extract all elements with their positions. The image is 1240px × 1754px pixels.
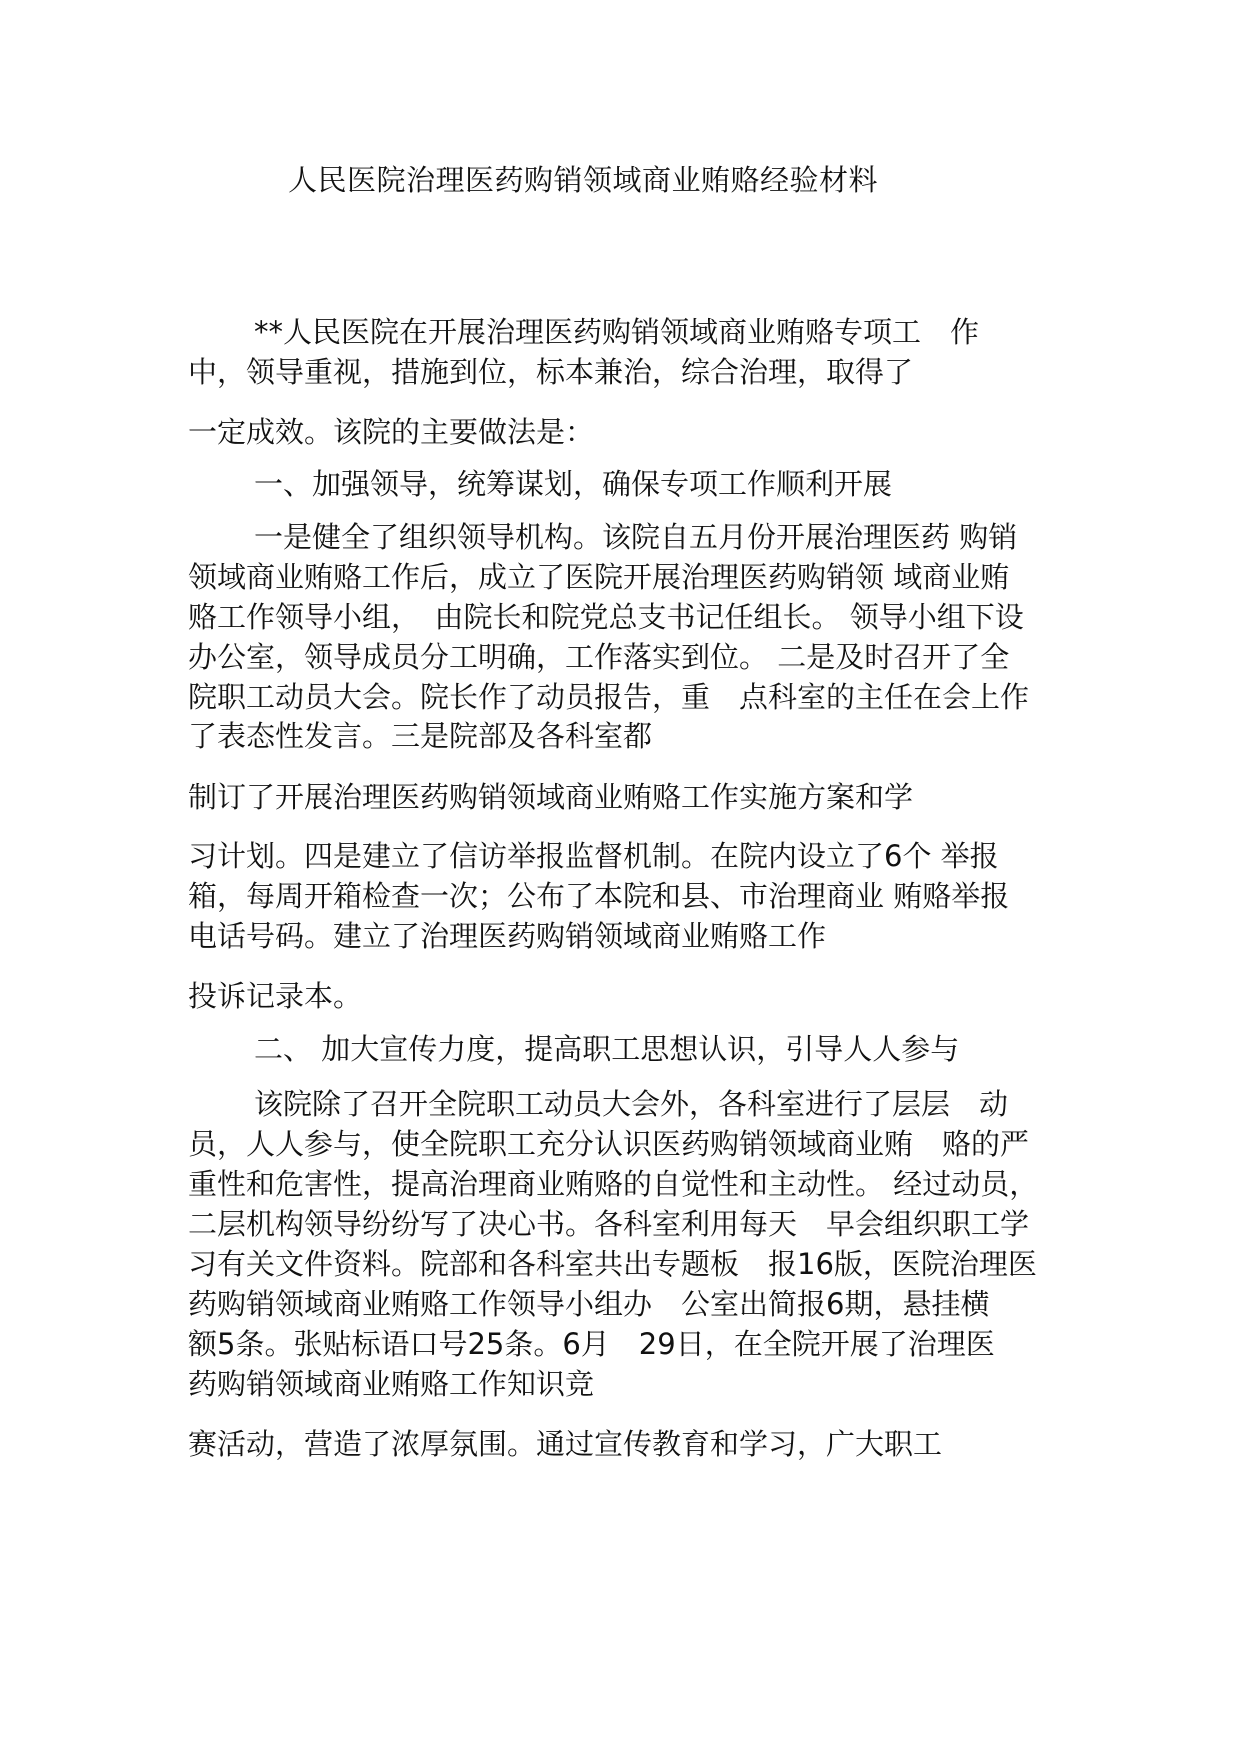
paragraph-line: 重性和危害性，提高治理商业贿赂的自觉性和主动性。 经过动员， (188, 1167, 1039, 1201)
paragraph-line: 药购销领域商业贿赂工作知识竞 (188, 1367, 595, 1401)
paragraph-line: 中，领导重视，措施到位，标本兼治，综合治理，取得了 (188, 355, 914, 389)
paragraph-line: 了表态性发言。三是院部及各科室都 (188, 719, 653, 753)
paragraph-line: 箱，每周开箱检查一次；公布了本院和县、市治理商业 贿赂举报 (188, 879, 1010, 913)
paragraph-line: 一是健全了组织领导机构。该院自五月份开展治理医药 购销 (254, 520, 1018, 554)
paragraph-line: 办公室，领导成员分工明确，工作落实到位。 二是及时召开了全 (188, 640, 1010, 674)
paragraph-line: 额5条。张贴标语口号25条。6月 29日，在全院开展了治理医 (188, 1327, 995, 1361)
paragraph-line: 电话号码。建立了治理医药购销领域商业贿赂工作 (188, 919, 827, 953)
paragraph-line: 药购销领域商业贿赂工作领导小组办 公室出简报6期，悬挂横 (188, 1287, 990, 1321)
paragraph-line: 员，人人参与，使全院职工充分认识医药购销领域商业贿 赂的严 (188, 1127, 1030, 1161)
document-title: 人民医院治理医药购销领域商业贿赂经验材料 (288, 163, 879, 197)
paragraph-line: 一定成效。该院的主要做法是： (188, 415, 595, 449)
paragraph-line: 习有关文件资料。院部和各科室共出专题板 报16版，医院治理医 (188, 1247, 1037, 1281)
paragraph-line: 领域商业贿赂工作后，成立了医院开展治理医药购销领 域商业贿 (188, 560, 1010, 594)
section-heading: 二、 加大宣传力度，提高职工思想认识，引导人人参与 (254, 1032, 960, 1066)
paragraph-line: 赂工作领导小组， 由院长和院党总支书记任组长。 领导小组下设 (188, 600, 1024, 634)
paragraph-line: 制订了开展治理医药购销领域商业贿赂工作实施方案和学 (188, 780, 914, 814)
paragraph-line: 投诉记录本。 (188, 979, 363, 1013)
paragraph-line: 院职工动员大会。院长作了动员报告，重 点科室的主任在会上作 (188, 680, 1030, 714)
paragraph-line: 赛活动，营造了浓厚氛围。通过宣传教育和学习，广大职工 (188, 1427, 943, 1461)
paragraph-line: 习计划。四是建立了信访举报监督机制。在院内设立了6个 举报 (188, 839, 999, 873)
section-heading: 一、加强领导，统筹谋划，确保专项工作顺利开展 (254, 467, 893, 501)
paragraph-line: 二层机构领导纷纷写了决心书。各科室利用每天 早会组织职工学 (188, 1207, 1030, 1241)
paragraph-line: 该院除了召开全院职工动员大会外，各科室进行了层层 动 (254, 1087, 1009, 1121)
paragraph-line: **人民医院在开展治理医药购销领域商业贿赂专项工 作 (254, 315, 980, 349)
